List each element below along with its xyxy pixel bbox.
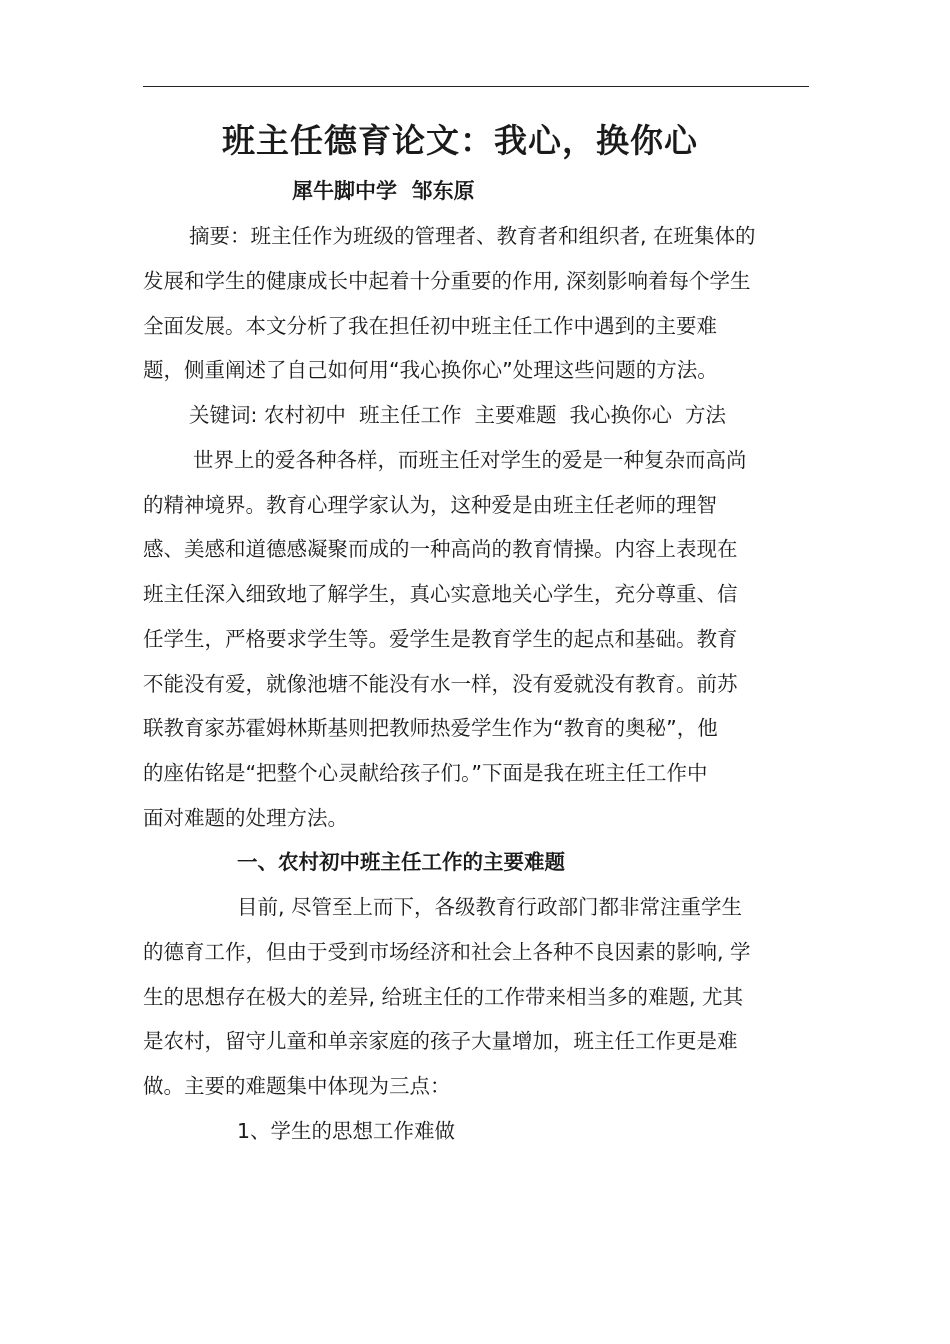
paragraph-line: 面对难题的处理方法。	[143, 806, 348, 830]
abstract-line: 摘要：班主任作为班级的管理者、教育者和组织者, 在班集体的	[189, 224, 756, 248]
paragraph-line: 不能没有爱，就像池塘不能没有水一样，没有爱就没有教育。前苏	[143, 672, 738, 696]
paragraph-line: 目前, 尽管至上而下，各级教育行政部门都非常注重学生	[237, 895, 743, 919]
section-heading: 一、农村初中班主任工作的主要难题	[237, 850, 565, 874]
paragraph-line: 联教育家苏霍姆林斯基则把教师热爱学生作为“教育的奥秘”，他	[143, 716, 718, 740]
abstract-line: 题，侧重阐述了自己如何用“我心换你心”处理这些问题的方法。	[143, 358, 718, 382]
paragraph-line: 任学生，严格要求学生等。爱学生是教育学生的起点和基础。教育	[143, 627, 738, 651]
paragraph-line: 生的思想存在极大的差异, 给班主任的工作带来相当多的难题, 尤其	[143, 985, 744, 1009]
header-rule	[143, 86, 809, 87]
keywords-line: 关键词: 农村初中 班主任工作 主要难题 我心换你心 方法	[189, 403, 727, 427]
paragraph-line: 世界上的爱各种各样，而班主任对学生的爱是一种复杂而高尚	[193, 448, 747, 472]
subsection-heading: 1、学生的思想工作难做	[237, 1119, 456, 1143]
page-title: 班主任德育论文：我心，换你心	[222, 121, 698, 160]
abstract-line: 发展和学生的健康成长中起着十分重要的作用, 深刻影响着每个学生	[143, 269, 751, 293]
paragraph-line: 班主任深入细致地了解学生，真心实意地关心学生，充分尊重、信	[143, 582, 738, 606]
paragraph-line: 做。主要的难题集中体现为三点：	[143, 1074, 451, 1098]
paragraph-line: 的精神境界。教育心理学家认为，这种爱是由班主任老师的理智	[143, 493, 717, 517]
paragraph-line: 的座佑铭是“把整个心灵献给孩子们。”下面是我在班主任工作中	[143, 761, 708, 785]
paragraph-line: 的德育工作，但由于受到市场经济和社会上各种不良因素的影响, 学	[143, 940, 751, 964]
author-line: 犀牛脚中学 邹东原	[292, 179, 475, 203]
paragraph-line: 感、美感和道德感凝聚而成的一种高尚的教育情操。内容上表现在	[143, 537, 738, 561]
paragraph-line: 是农村，留守儿童和单亲家庭的孩子大量增加，班主任工作更是难	[143, 1029, 738, 1053]
abstract-line: 全面发展。本文分析了我在担任初中班主任工作中遇到的主要难	[143, 314, 717, 338]
